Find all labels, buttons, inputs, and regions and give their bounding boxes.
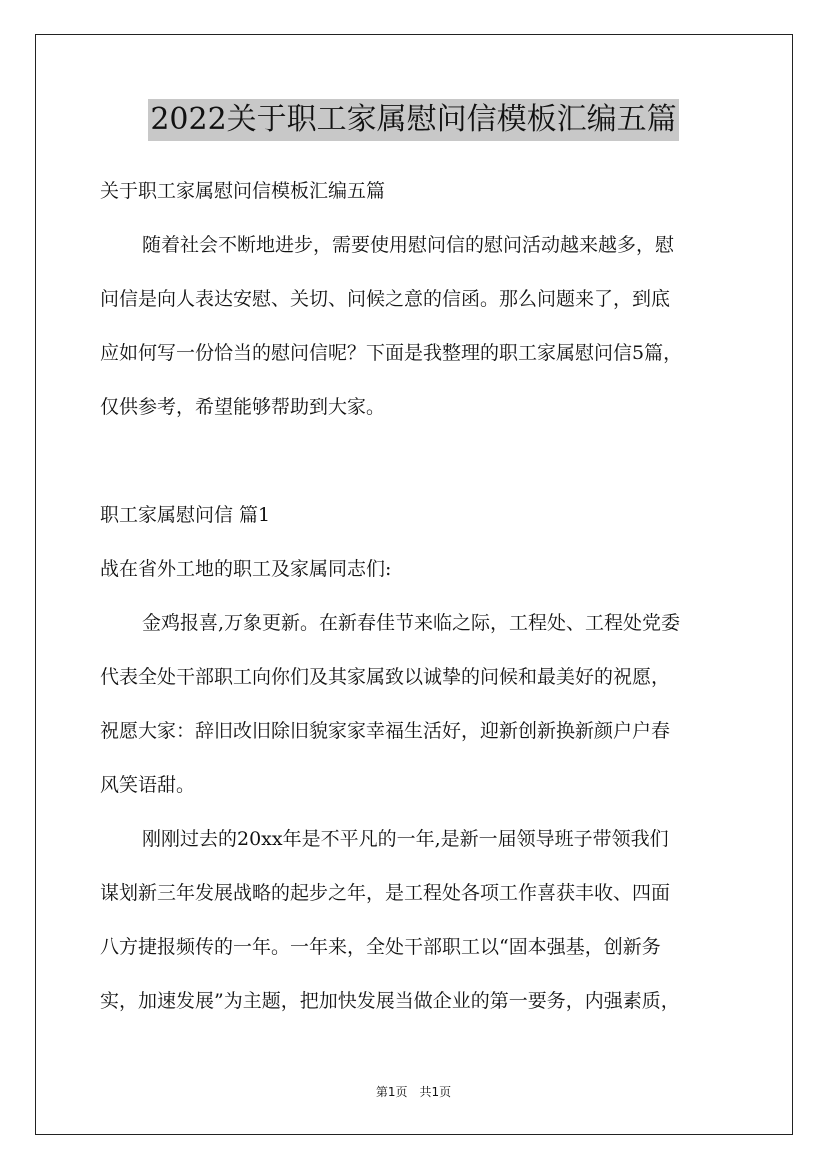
intro-line-1: 随着社会不断地进步，需要使用慰问信的慰问活动越来越多，慰 <box>142 234 675 256</box>
subtitle: 关于职工家属慰问信模板汇编五篇 <box>100 180 386 202</box>
intro-line-3: 应如何写一份恰当的慰问信呢？下面是我整理的职工家属慰问信5篇， <box>100 342 683 364</box>
title-container <box>0 99 827 141</box>
paragraph2-line-2: 谋划新三年发展战略的起步之年，是工程处各项工作喜获丰收、四面 <box>100 882 671 904</box>
intro-line-2: 问信是向人表达安慰、关切、问候之意的信函。那么问题来了，到底 <box>100 288 671 310</box>
intro-line-4: 仅供参考，希望能够帮助到大家。 <box>100 396 386 418</box>
paragraph2-line-4: 实，加速发展”为主题，把加快发展当做企业的第一要务，内强素质， <box>100 990 680 1012</box>
document-body <box>100 164 738 1028</box>
paragraph2-line-1: 刚刚过去的20xx年是不平凡的一年,是新一届领导班子带领我们 <box>142 828 669 850</box>
paragraph2-line-3: 八方捷报频传的一年。一年来，全处干部职工以“固本强基，创新务 <box>100 936 661 958</box>
salutation: 战在省外工地的职工及家属同志们: <box>100 558 392 580</box>
paragraph1-line-2: 代表全处干部职工向你们及其家属致以诚挚的问候和最美好的祝愿， <box>100 666 671 688</box>
section-heading: 职工家属慰问信 篇1 <box>100 504 271 526</box>
paragraph1-line-4: 风笑语甜。 <box>100 774 196 796</box>
document-title: 2022关于职工家属慰问信模板汇编五篇 <box>148 99 678 141</box>
paragraph1-line-1: 金鸡报喜,万象更新。在新春佳节来临之际，工程处、工程处党委 <box>142 612 681 634</box>
paragraph1-line-3: 祝愿大家：辞旧改旧除旧貌家家幸福生活好，迎新创新换新颜户户春 <box>100 720 671 742</box>
blank-line <box>100 434 738 488</box>
page-number-footer: 第1页 共1页 <box>375 1085 452 1099</box>
